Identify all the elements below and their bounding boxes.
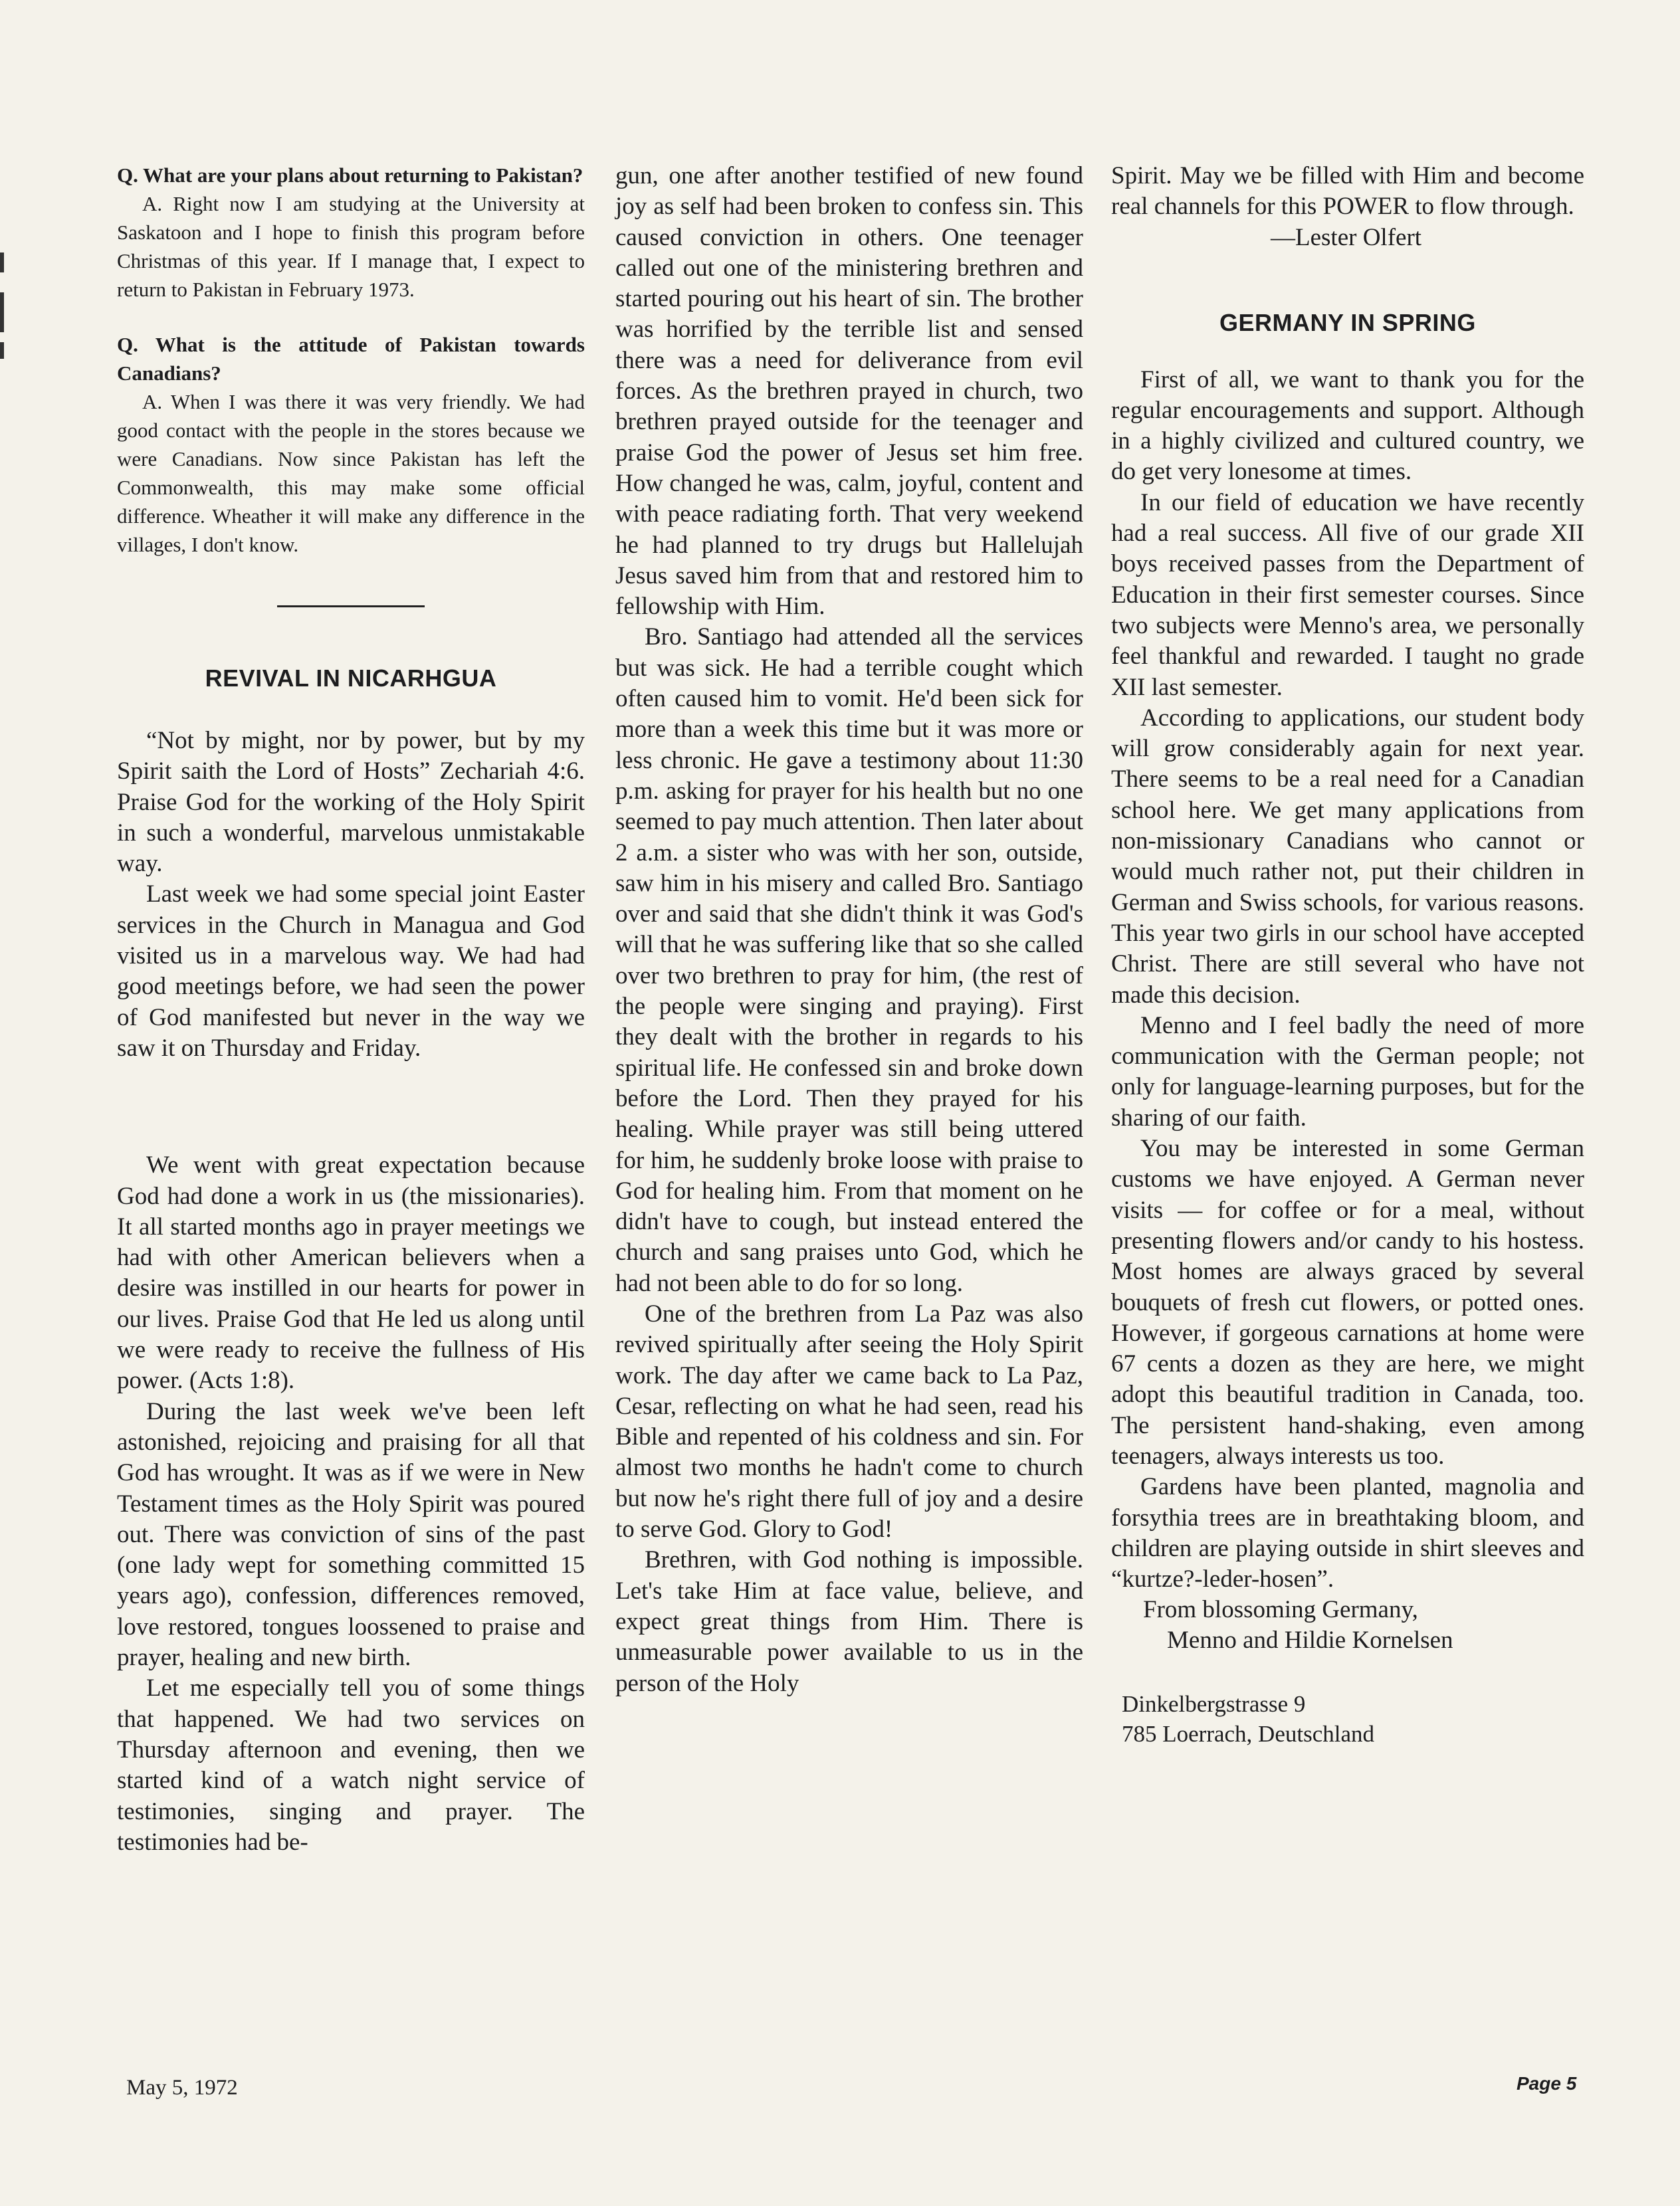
question-2: Q. What is the attitude of Pakistan towards Canadians? [117,333,585,385]
germany-heading: GERMANY IN SPRING [1219,308,1476,336]
revival-continued-paragraph: gun, one after another testified of new found joy as self had been broken to confess sin. This caused conviction in others. One teenager called out one of the ministering brethren and started pouring out his heart of sin. The brother was horrified by the terrible list and sensed there was a need for deliverance from evil forces. As the brethren prayed in church, two brethren prayed outside for the teenager and praise God the power of Jesus set him free. How changed he was, calm, joyful, content and with peace radiating forth. That very weekend he had planned to try drugs but Hallelujah Jesus saved him from that and restored him to fellowship with Him. [615,162,1083,621]
revival-paragraph: “Not by might, nor by power, but by my Spirit saith the Lord of Hosts” Zechariah 4:6. Praise God for the working of the Holy Spirit in such a wonderful, marvelous unmistakable way. [117,727,585,878]
scan-mark [0,342,4,359]
revival-paragraph: We went with great expectation because God had done a work in us (the missionaries). It all started months ago in prayer meetings we had with other American believers when a desire was instilled in our hearts for power in our lives. Praise God that He led us along until we were ready to receive the fullness of His power. (Acts 1:8). [117,1152,585,1395]
germany-paragraph: In our field of education we have recently had a real success. All five of our grade XII boys received passes from the Department of Education in their first semester courses. Since two subjects were Menno's area, we personally feel thankful and rewarded. I taught no grade XII last semester. [1111,488,1584,701]
germany-paragraph: First of all, we want to thank you for the regular encouragements and support. Although in a highly civilized and cultured country, we do get very lonesome at times. [1111,365,1584,486]
page-number: Page 5 [1517,2073,1577,2094]
answer-2: A. When I was there it was very friendly. We had good contact with the people in the stores because we were Canadians. Now since Pakistan has left the Commonwealth, this may make some official difference. Wheather it will make any difference in the villages, I don't know. [117,390,585,556]
germany-signature: Menno and Hildie Kornelsen [1167,1627,1453,1654]
revival-paragraph: Let me especially tell you of some things that happened. We had two services on Thursday afternoon and evening, then we started kind of a watch night service of testimonies, singing and prayer. The testimonies had be- [117,1674,585,1856]
author-signature: —Lester Olfert [1271,223,1422,251]
address-city: 785 Loerrach, Deutschland [1122,1721,1374,1748]
question-1: Q. What are your plans about returning to Pakistan? [117,163,583,187]
germany-paragraph: Gardens have been planted, magnolia and forsythia trees are in breathtaking bloom, and children are playing outside in shirt sleeves and “kurtze?-leder-hosen”. [1111,1473,1584,1593]
column-1 [117,161,585,1858]
issue-date: May 5, 1972 [126,2076,238,2100]
revival-continued-paragraph: One of the brethren from La Paz was also revived spiritually after seeing the Holy Spirit work. The day after we came back to La Paz, Cesar, reflecting on what he had seen, read his Bible and repented of his coldness and sin. For almost two months he hadn't come to church but now he's right there full of joy and a desire to serve God. Glory to God! [615,1300,1083,1544]
closing-line: From blossoming Germany, [1143,1596,1418,1624]
germany-paragraph: You may be interested in some German customs we have enjoyed. A German never visits — for coffee or for a meal, without presenting flowers and/or candy to his hostess. Most homes are always graced by several bouquets of fresh cut flowers, or potted ones. However, if gorgeous carnations at home were 67 cents a dozen as they are here, we might adopt this beautiful tradition in Canada, too. The persistent hand-shaking, even among teenagers, always interests us too. [1111,1135,1584,1470]
column-3 [1111,161,1584,1749]
column-2 [615,161,1083,1699]
revival-continued-paragraph: Brethren, with God nothing is impossible. Let's take Him at face value, believe, and expect great things from Him. There is unmeasurable power available to us in the person of the Holy [615,1546,1083,1697]
qa-block-2 [117,330,585,559]
germany-paragraph: According to applications, our student body will grow considerably again for next year. There seems to be a real need for a Canadian school here. We get many applications from non-missionary Canadians who cannot or would much rather not, put their children in German and Swiss schools, for various reasons. This year two girls in our school have accepted Christ. There are still several who have not made this decision. [1111,704,1584,1009]
qa-block-1 [117,161,585,304]
germany-paragraph: Menno and I feel badly the need of more communication with the German people; not only for language-learning purposes, but for the sharing of our faith. [1111,1011,1584,1132]
scan-mark [0,292,4,332]
revival-conclusion: Spirit. May we be filled with Him and become real channels for this POWER to flow through. [1111,162,1584,221]
scan-mark [0,252,4,272]
revival-heading: REVIVAL IN NICARHGUA [205,664,497,692]
revival-continued-paragraph: Bro. Santiago had attended all the services but was sick. He had a terrible cought which often caused him to vomit. He'd been sick for more than a week this time but it was more or less chronic. He gave a testimony about 11:30 p.m. asking for prayer for his health but no one seemed to pay much attention. Then later about 2 a.m. a sister who was with her son, outside, saw him in his misery and called Bro. Santiago over and said that she didn't think it was God's will that he was suffering like that so she called over two brethren to pray for him, (the rest of the people were singing and praying). First they dealt with the brother in regards to his spiritual life. He confessed sin and broke down before the Lord. Then they prayed for his healing. While prayer was still being uttered for him, he suddenly broke loose with praise to God for healing him. From that moment on he didn't have to cough, but instead entered the church and sang praises unto God, which he had not been able to do for so long. [615,623,1083,1297]
revival-paragraph: Last week we had some special joint Easter services in the Church in Managua and God visited us in a marvelous way. We had had good meetings before, we had seen the power of God manifested but never in the way we saw it on Thursday and Friday. [117,880,585,1062]
address-street: Dinkelbergstrasse 9 [1122,1691,1306,1718]
revival-paragraph: During the last week we've been left astonished, rejoicing and praising for all that God has wrought. It was as if we were in New Testament times as the Holy Spirit was poured out. There was conviction of sins of the past (one lady wept for something committed 15 years ago), confession, differences removed, love restored, tongues loossened to praise and prayer, healing and new birth. [117,1397,585,1672]
answer-1: A. Right now I am studying at the University at Saskatoon and I hope to finish this program before Christmas of this year. If I manage that, I expect to return to Pakistan in February 1973. [117,192,585,301]
